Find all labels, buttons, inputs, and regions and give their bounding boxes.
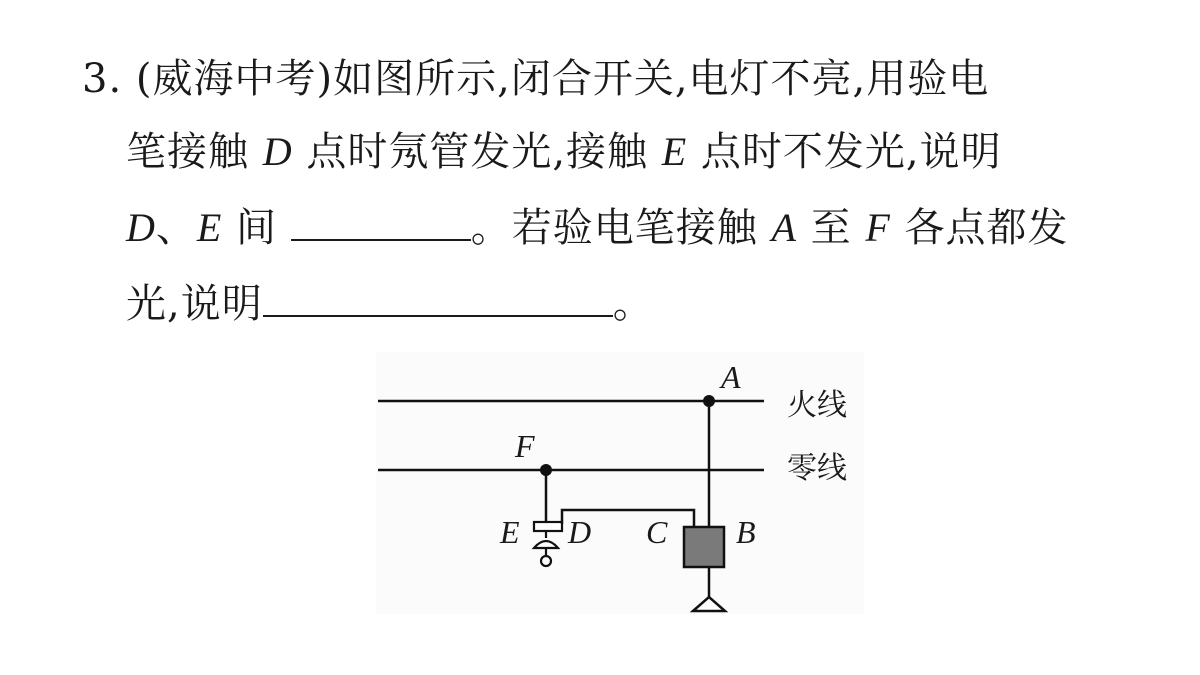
label-e: E [500,514,520,550]
label-b: B [736,514,756,550]
question-line-1 [82,55,989,103]
text-segment: 至 [810,205,852,251]
point-a-ref: A [771,205,797,250]
label-d: D [568,514,592,550]
text-segment: 各点都发 [904,205,1069,251]
text-segment: 光,说明 [126,281,263,327]
neutral-wire-label: 零线 [787,451,847,486]
lamp [684,527,724,567]
text-segment: 。若验电笔接触 [470,205,758,251]
text-segment: 间 [236,205,278,251]
text-segment: 笔接触 [126,129,249,175]
question-line-4 [126,280,654,328]
point-d-ref: D [262,129,293,174]
text-segment: 点时氖管发光,接触 [306,129,649,175]
point-d-ref: D [126,205,156,250]
separator: 、 [155,205,197,251]
answer-blank-2[interactable] [263,281,613,317]
text-segment: 。 [612,281,654,327]
point-e-ref: E [661,129,688,174]
label-f: F [515,428,535,464]
question-line-2 [126,128,1002,176]
point-f-ref: F [865,205,891,250]
live-wire-label: 火线 [787,388,847,423]
label-c: C [646,514,668,550]
point-e-ref: E [196,205,223,250]
question-source: (威海中考) [135,56,334,102]
question-line-3 [126,204,1069,252]
circuit-diagram [376,352,864,614]
answer-blank-1[interactable] [291,205,471,241]
question-number: 3. [82,56,123,102]
question-line-1-text: 如图所示,闭合开关,电灯不亮,用验电 [333,56,990,102]
label-a: A [721,359,741,395]
text-segment: 点时不发光,说明 [700,129,1002,175]
